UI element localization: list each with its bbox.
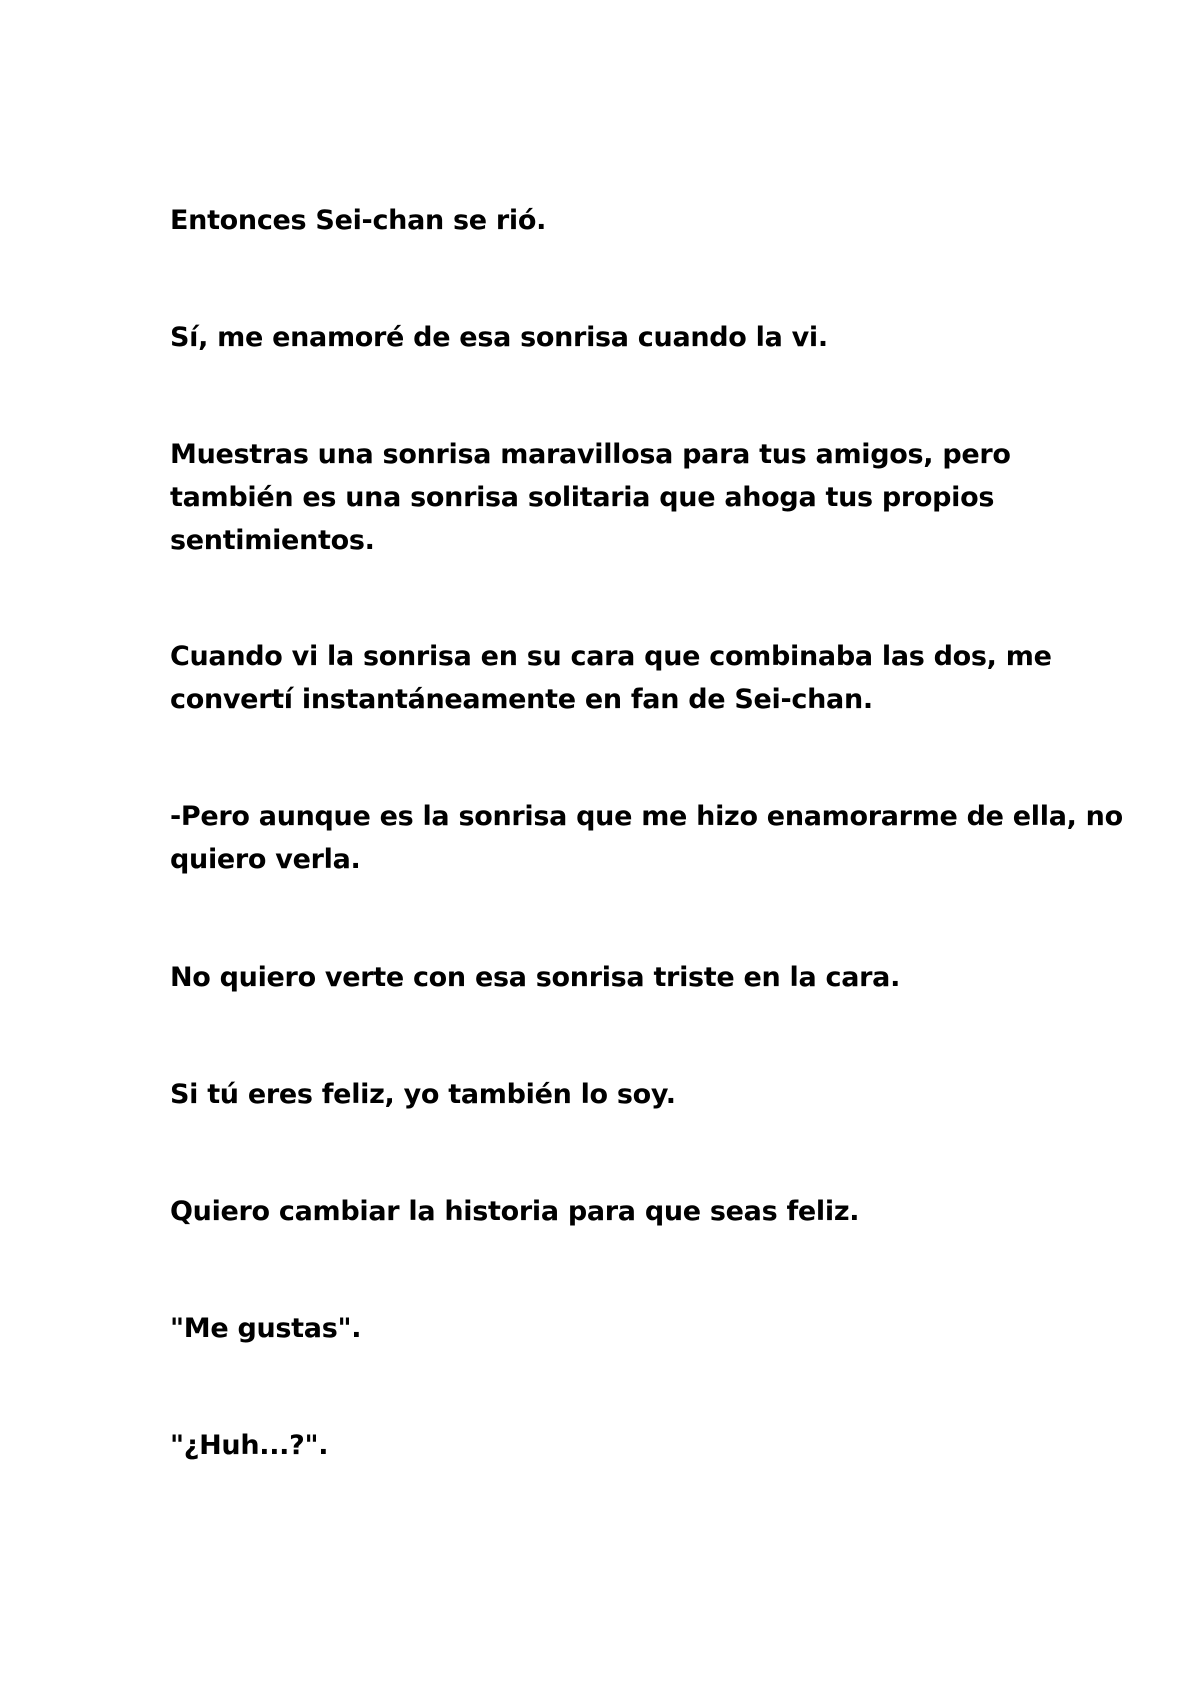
paragraph-line: No quiero verte con esa sonrisa triste en la cara. <box>170 962 901 993</box>
paragraph-line: Muestras una sonrisa maravillosa para tus amigos, pero <box>170 439 1011 470</box>
paragraph-line: convertí instantáneamente en fan de Sei-chan. <box>170 684 873 715</box>
paragraph-7 <box>170 1073 1050 1116</box>
paragraph-line: Sí, me enamoré de esa sonrisa cuando la vi. <box>170 322 828 353</box>
paragraph-line: Quiero cambiar la historia para que seas feliz. <box>170 1196 860 1227</box>
paragraph-6 <box>170 956 1050 999</box>
paragraph-1 <box>170 199 1050 242</box>
paragraph-line: sentimientos. <box>170 525 375 556</box>
paragraph-line: -Pero aunque es la sonrisa que me hizo enamorarme de ella, no <box>170 801 1123 832</box>
paragraph-line: Entonces Sei-chan se rió. <box>170 205 547 236</box>
paragraph-line: Cuando vi la sonrisa en su cara que combinaba las dos, me <box>170 641 1052 672</box>
paragraph-8 <box>170 1190 1050 1233</box>
paragraph-2 <box>170 316 1050 359</box>
paragraph-3 <box>170 433 1050 562</box>
paragraph-line: "¿Huh...?". <box>170 1430 329 1461</box>
paragraph-line: también es una sonrisa solitaria que ahoga tus propios <box>170 482 995 513</box>
paragraph-line: Si tú eres feliz, yo también lo soy. <box>170 1079 676 1110</box>
paragraph-4 <box>170 635 1050 721</box>
paragraph-5 <box>170 795 1123 881</box>
paragraph-9 <box>170 1307 1050 1350</box>
paragraph-line: quiero verla. <box>170 844 361 875</box>
paragraph-line: "Me gustas". <box>170 1313 362 1344</box>
paragraph-10 <box>170 1424 1050 1467</box>
